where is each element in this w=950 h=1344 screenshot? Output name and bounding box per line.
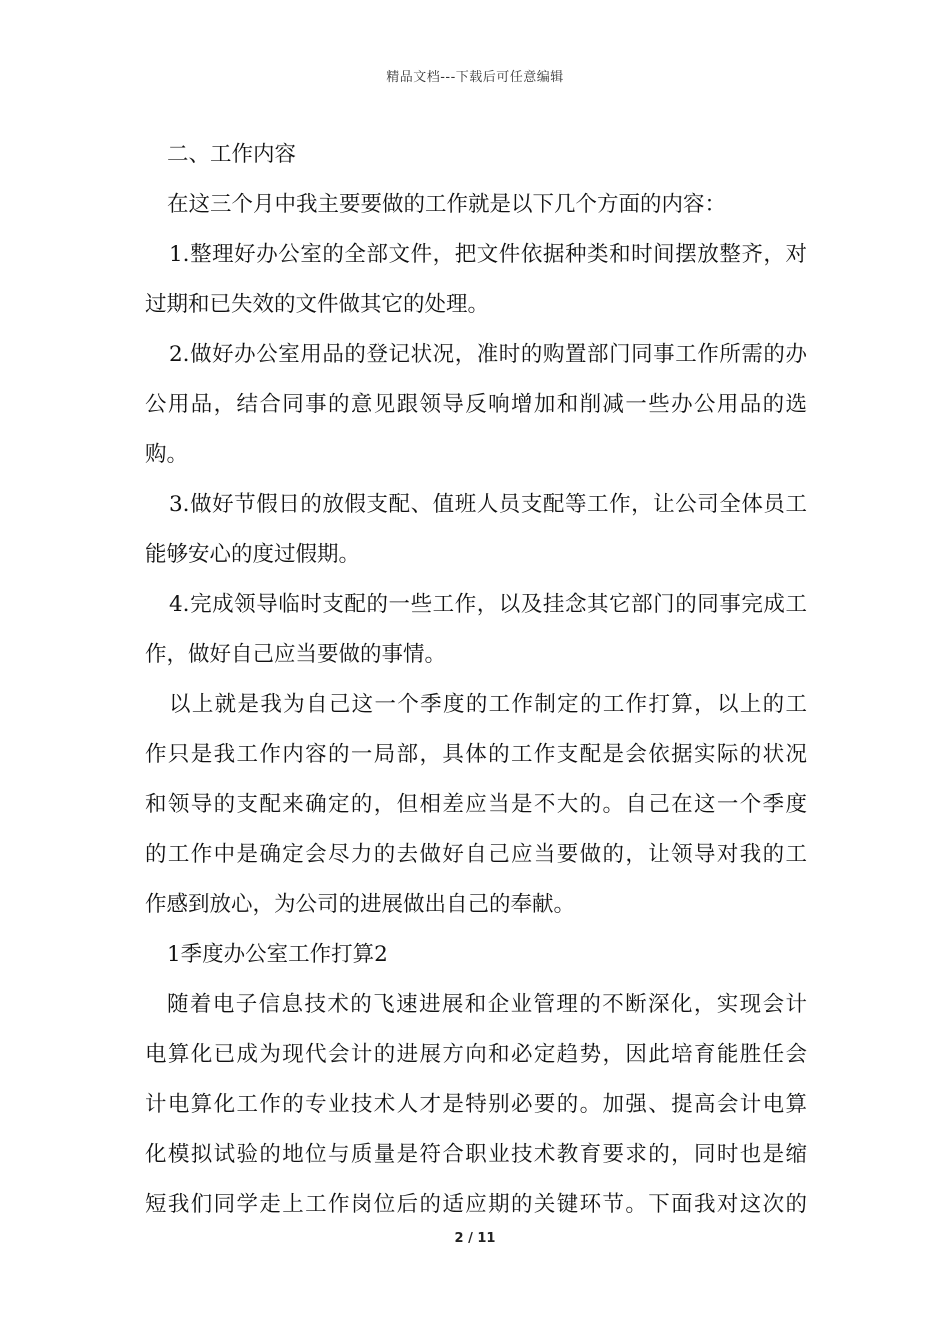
- paragraph-line: 计电算化工作的专业技术人才是特别必要的。加强、提高会计电算: [145, 1092, 807, 1117]
- paragraph-line: 作感到放心，为公司的进展做出自己的奉献。: [145, 892, 576, 917]
- paragraph-line: 过期和已失效的文件做其它的处理。: [145, 292, 490, 317]
- paragraph-line: 随着电子信息技术的飞速进展和企业管理的不断深化，实现会计: [167, 992, 807, 1017]
- paragraph-line: 在这三个月中我主要要做的工作就是以下几个方面的内容：: [167, 192, 727, 217]
- paragraph-line: 4.完成领导临时支配的一些工作，以及挂念其它部门的同事完成工: [169, 592, 807, 617]
- page-number: 2 / 11: [454, 1231, 496, 1246]
- paragraph-line: 电算化已成为现代会计的进展方向和必定趋势，因此培育能胜任会: [145, 1042, 807, 1067]
- page-header: 精品文档---下载后可任意编辑: [386, 70, 564, 85]
- paragraph-line: 化模拟试验的地位与质量是符合职业技术教育要求的，同时也是缩: [145, 1142, 807, 1167]
- section-heading: 1季度办公室工作打算2: [167, 942, 388, 967]
- paragraph-line: 以上就是我为自己这一个季度的工作制定的工作打算，以上的工: [169, 692, 807, 717]
- paragraph-line: 的工作中是确定会尽力的去做好自己应当要做的，让领导对我的工: [145, 842, 807, 867]
- paragraph-line: 1.整理好办公室的全部文件，把文件依据种类和时间摆放整齐，对: [169, 242, 807, 267]
- paragraph-line: 公用品，结合同事的意见跟领导反响增加和削减一些办公用品的选: [145, 392, 807, 417]
- paragraph-line: 能够安心的度过假期。: [145, 542, 361, 567]
- paragraph-line: 购。: [145, 442, 189, 467]
- paragraph-line: 和领导的支配来确定的，但相差应当是不大的。自己在这一个季度: [145, 792, 807, 817]
- paragraph-line: 2.做好办公室用品的登记状况，准时的购置部门同事工作所需的办: [169, 342, 807, 367]
- paragraph-line: 作，做好自己应当要做的事情。: [145, 642, 447, 667]
- paragraph-line: 3.做好节假日的放假支配、值班人员支配等工作，让公司全体员工: [169, 492, 807, 517]
- paragraph-line: 作只是我工作内容的一局部，具体的工作支配是会依据实际的状况: [145, 742, 807, 767]
- section-heading: 二、工作内容: [167, 142, 297, 167]
- document-body: [145, 130, 807, 1230]
- paragraph-line: 短我们同学走上工作岗位后的适应期的关键环节。下面我对这次的: [145, 1192, 807, 1217]
